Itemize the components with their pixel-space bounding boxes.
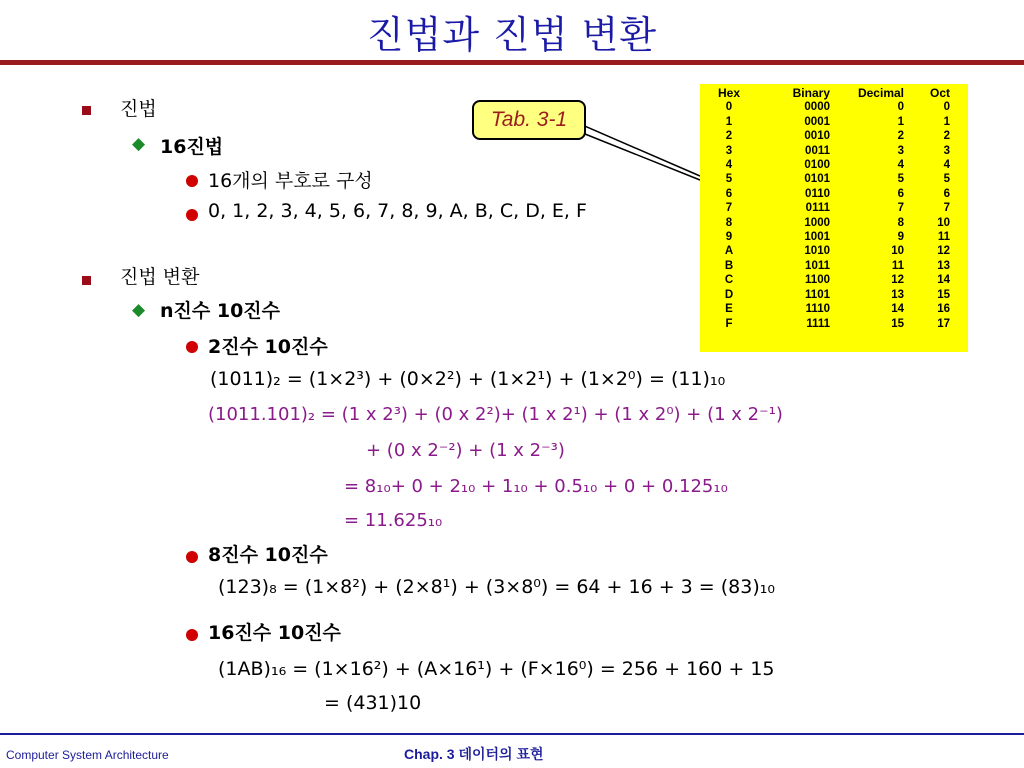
cell-decimal: 4 — [897, 159, 904, 172]
cell-oct: 5 — [943, 173, 950, 186]
cell-decimal: 8 — [897, 216, 904, 229]
formula-binary-1: (1011)₂ = (1×2³) + (0×2²) + (1×2¹) + (1×2⁰) = (11)₁₀ — [210, 368, 726, 390]
cell-oct: 2 — [943, 130, 950, 143]
table-row — [700, 259, 968, 273]
formula-binary-2c: = 8₁₀+ 0 + 2₁₀ + 1₁₀ + 0.5₁₀ + 0 + 0.125₁₀ — [344, 476, 728, 497]
cell-binary: 1000 — [804, 216, 830, 229]
header-hex: Hex — [717, 86, 740, 100]
cell-hex: E — [725, 303, 733, 316]
cell-decimal: 9 — [897, 231, 904, 244]
table-body — [700, 100, 968, 331]
cell-decimal: 3 — [897, 144, 904, 157]
bullet-2-to-10: 2진수 10진수 — [208, 336, 328, 358]
table-row — [700, 288, 968, 302]
cell-binary: 0110 — [805, 187, 830, 200]
dot-icon — [186, 338, 198, 357]
cell-hex: 4 — [725, 159, 733, 172]
table-row — [700, 244, 968, 258]
cell-decimal: 7 — [897, 202, 904, 215]
cell-hex: B — [724, 259, 734, 272]
footer-course: Computer System Architecture — [6, 748, 169, 762]
cell-binary: 0100 — [804, 159, 830, 172]
cell-binary: 1111 — [806, 317, 830, 330]
cell-oct: 13 — [937, 259, 950, 272]
formula-hex-2: = (431)10 — [324, 692, 422, 714]
cell-decimal: 13 — [891, 288, 904, 301]
cell-decimal: 2 — [897, 130, 904, 143]
bullet-16-to-10: 16진수 10진수 — [208, 622, 341, 644]
header-decimal: Decimal — [857, 86, 904, 100]
table-row — [700, 187, 968, 201]
cell-oct: 14 — [937, 274, 950, 287]
bullet-square — [82, 270, 91, 289]
cell-binary: 0000 — [804, 101, 830, 114]
table-row — [700, 201, 968, 215]
cell-oct: 10 — [937, 216, 950, 229]
cell-hex: 5 — [725, 173, 733, 186]
cell-hex: 0 — [725, 101, 733, 114]
table-row — [700, 158, 968, 172]
cell-binary: 1110 — [805, 303, 830, 316]
cell-oct: 17 — [937, 317, 950, 330]
dot-icon — [186, 626, 198, 645]
cell-binary: 1001 — [804, 231, 830, 244]
formula-hex-1: (1AB)₁₆ = (1×16²) + (A×16¹) + (F×16⁰) = 256 + 160 + 15 — [218, 658, 775, 680]
cell-hex: 9 — [725, 231, 733, 244]
formula-octal: (123)₈ = (1×8²) + (2×8¹) + (3×8⁰) = 64 + 16 + 3 = (83)₁₀ — [218, 576, 775, 598]
cell-hex: 7 — [725, 202, 733, 215]
cell-decimal: 1 — [897, 115, 904, 128]
cell-hex: 3 — [725, 144, 733, 157]
cell-oct: 12 — [937, 245, 950, 258]
formula-binary-2b: + (0 x 2⁻²) + (1 x 2⁻³) — [366, 440, 565, 461]
bullet-hexadecimal: 16진법 — [160, 136, 224, 158]
bullet-n-to-10: n진수 10진수 — [160, 300, 280, 322]
cell-binary: 0001 — [804, 115, 830, 128]
bullet-8-to-10: 8진수 10진수 — [208, 544, 328, 566]
table-row — [700, 317, 968, 331]
diamond-icon: ◆ — [132, 300, 146, 320]
bullet-radix-conversion: 진법 변환 — [120, 266, 200, 288]
cell-hex: 2 — [725, 130, 733, 143]
tab-label: Tab. 3-1 — [472, 100, 586, 140]
bullet-radix: 진법 — [120, 98, 157, 120]
header-binary: Binary — [792, 86, 830, 100]
cell-hex: 8 — [725, 216, 733, 229]
conversion-table — [700, 84, 968, 352]
formula-binary-2d: = 11.625₁₀ — [344, 510, 443, 531]
cell-oct: 4 — [943, 159, 950, 172]
cell-oct: 11 — [937, 231, 950, 244]
bullet-hex-digits: 0, 1, 2, 3, 4, 5, 6, 7, 8, 9, A, B, C, D, E, F — [208, 200, 587, 222]
table-row — [700, 129, 968, 143]
dot-icon — [186, 172, 198, 191]
formula-binary-2a: (1011.101)₂ = (1 x 2³) + (0 x 2²)+ (1 x 2¹) + (1 x 2⁰) + (1 x 2⁻¹) — [208, 404, 783, 425]
title-divider — [0, 60, 1024, 65]
table-row — [700, 302, 968, 316]
table-header-row — [700, 86, 968, 100]
table-row — [700, 230, 968, 244]
cell-oct: 6 — [943, 187, 950, 200]
cell-binary: 1011 — [805, 259, 830, 272]
table-row — [700, 115, 968, 129]
cell-hex: F — [725, 317, 733, 330]
cell-binary: 1010 — [804, 245, 830, 258]
dot-icon — [186, 206, 198, 225]
cell-oct: 7 — [943, 202, 950, 215]
diamond-icon: ◆ — [132, 134, 146, 154]
cell-decimal: 12 — [891, 274, 904, 287]
cell-hex: D — [724, 288, 734, 301]
header-oct: Oct — [929, 86, 950, 100]
cell-hex: 6 — [725, 187, 733, 200]
cell-decimal: 0 — [897, 101, 904, 114]
table-row — [700, 172, 968, 186]
dot-icon — [186, 548, 198, 567]
footer-chapter: Chap. 3 데이터의 표현 — [404, 746, 544, 762]
cell-binary: 0111 — [805, 202, 830, 215]
table-row — [700, 144, 968, 158]
cell-hex: 1 — [725, 115, 733, 128]
cell-binary: 0011 — [805, 144, 830, 157]
cell-oct: 1 — [943, 115, 950, 128]
table-row — [700, 273, 968, 287]
cell-binary: 0010 — [804, 130, 830, 143]
cell-oct: 0 — [943, 101, 950, 114]
bullet-square — [82, 100, 91, 119]
table-row — [700, 216, 968, 230]
cell-oct: 3 — [943, 144, 950, 157]
cell-binary: 1101 — [805, 288, 830, 301]
cell-decimal: 15 — [891, 317, 904, 330]
cell-decimal: 11 — [891, 259, 904, 272]
bullet-16-symbols: 16개의 부호로 구성 — [208, 170, 373, 192]
footer-divider — [0, 733, 1024, 735]
cell-decimal: 5 — [897, 173, 904, 186]
cell-decimal: 6 — [897, 187, 904, 200]
cell-decimal: 10 — [891, 245, 904, 258]
page-title: 진법과 진법 변환 — [366, 13, 658, 57]
cell-oct: 15 — [937, 288, 950, 301]
cell-hex: A — [724, 245, 734, 258]
cell-binary: 0101 — [804, 173, 830, 186]
cell-oct: 16 — [937, 303, 950, 316]
cell-decimal: 14 — [891, 303, 904, 316]
cell-binary: 1100 — [805, 274, 830, 287]
table-row — [700, 100, 968, 114]
cell-hex: C — [724, 274, 734, 287]
